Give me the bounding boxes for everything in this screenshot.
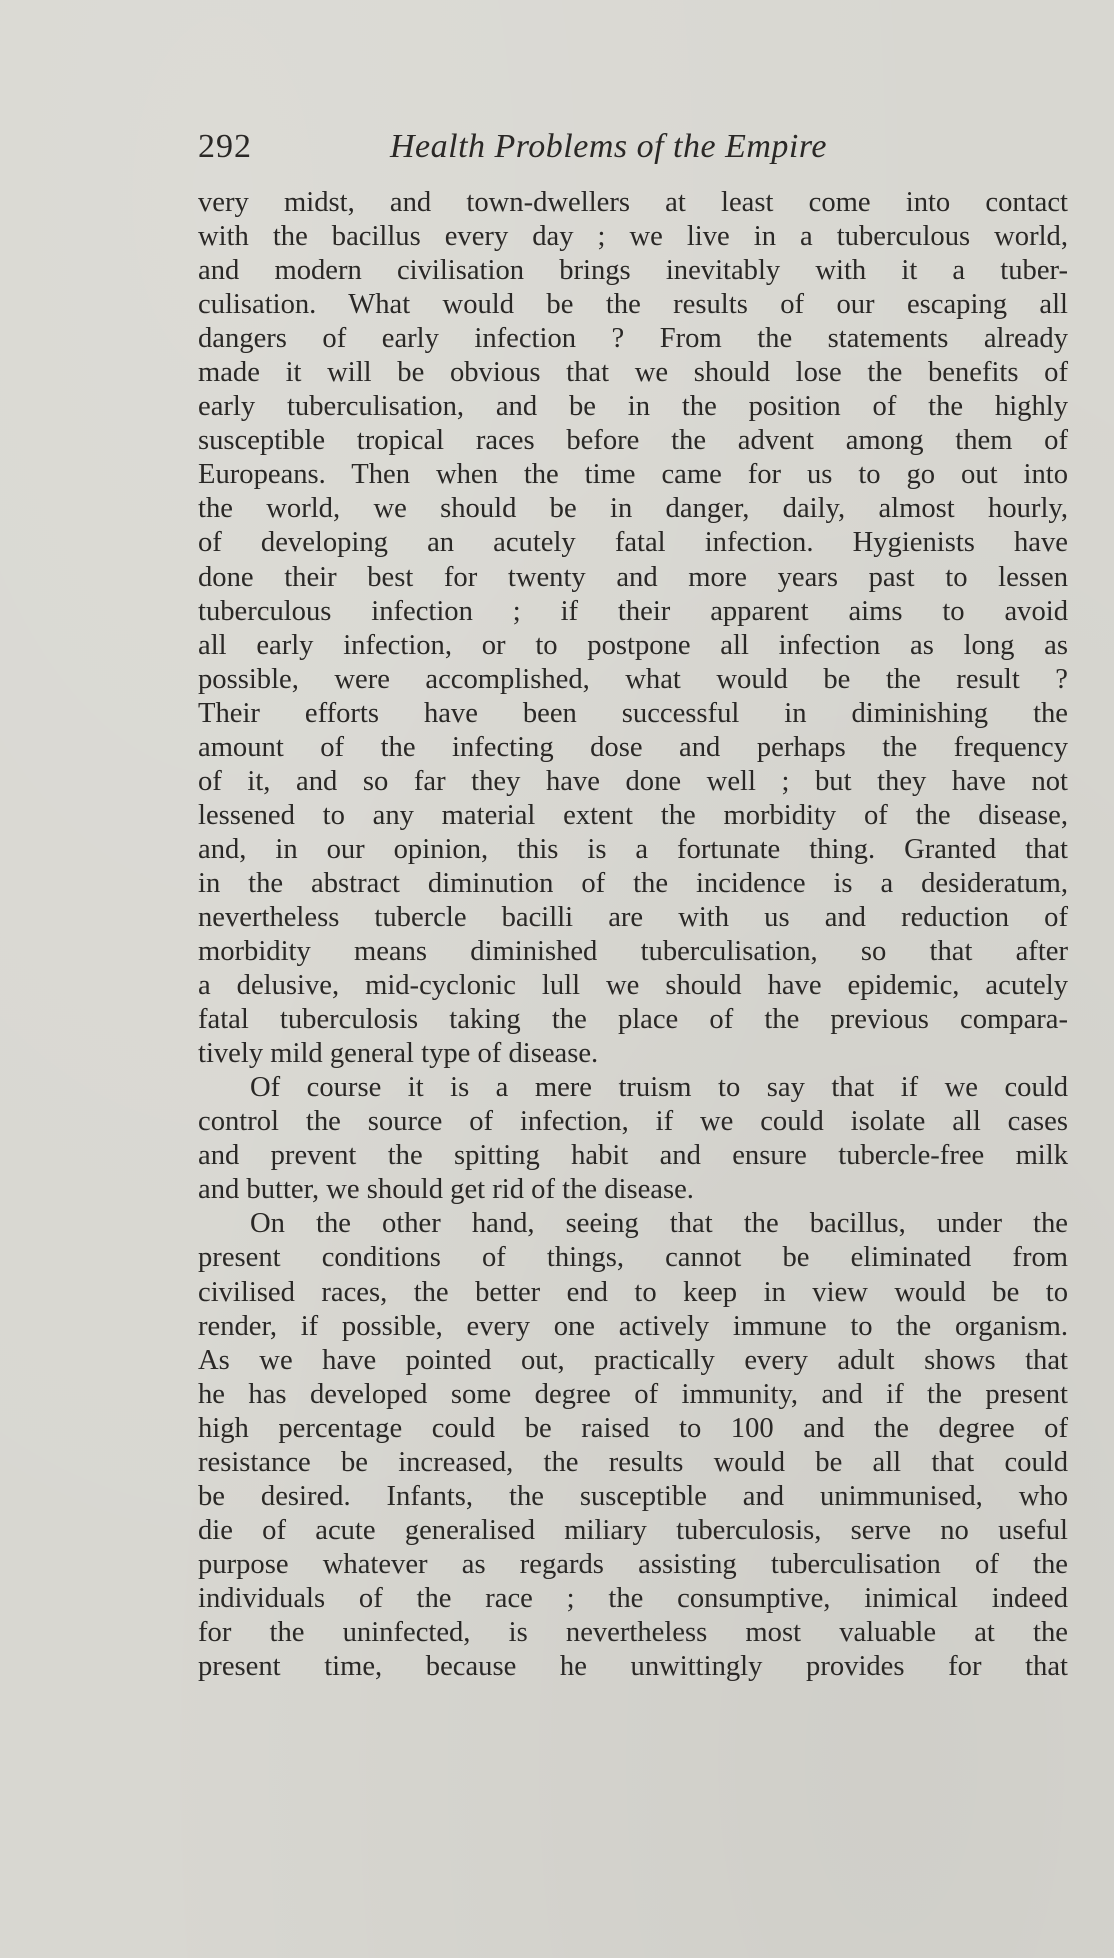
- text-line: tively mild general type of disease.: [198, 1038, 599, 1070]
- text-line: and, in our opinion, this is a fortunate thing. Granted that: [198, 833, 1068, 865]
- text-line: made it will be obvious that we should lose the benefits of: [198, 357, 1068, 389]
- text-line: and modern civilisation brings inevitably with it a tuber-: [198, 255, 1068, 287]
- page-number: 292: [198, 128, 252, 165]
- text-line: early tuberculisation, and be in the position of the highly: [198, 391, 1068, 423]
- text-line: amount of the infecting dose and perhaps the frequency: [198, 731, 1068, 763]
- running-title: Health Problems of the Empire: [390, 128, 827, 165]
- text-line: very midst, and town-dwellers at least come into contact: [198, 187, 1068, 218]
- text-line: present time, because he unwittingly provides for that: [198, 1651, 1068, 1683]
- text-line: Their efforts have been successful in diminishing the: [198, 697, 1068, 729]
- text-line: render, if possible, every one actively immune to the organism.: [198, 1310, 1068, 1342]
- text-line: of it, and so far they have done well ; but they have not: [198, 765, 1068, 797]
- text-line: a delusive, mid-cyclonic lull we should have epidemic, acutely: [198, 970, 1068, 1002]
- text-line: in the abstract diminution of the incidence is a desideratum,: [198, 867, 1068, 899]
- text-line: and prevent the spitting habit and ensure tubercle-free milk: [198, 1140, 1068, 1172]
- text-line: morbidity means diminished tuberculisation, so that after: [198, 936, 1068, 968]
- text-line: with the bacillus every day ; we live in a tuberculous world,: [198, 221, 1068, 253]
- body-text: [198, 186, 1068, 1684]
- text-line: On the other hand, seeing that the bacillus, under the: [250, 1208, 1068, 1240]
- text-line: die of acute generalised miliary tuberculosis, serve no useful: [198, 1514, 1068, 1546]
- text-line: of developing an acutely fatal infection. Hygienists have: [198, 527, 1068, 559]
- text-line: nevertheless tubercle bacilli are with us and reduction of: [198, 901, 1068, 933]
- text-line: tuberculous infection ; if their apparent aims to avoid: [198, 595, 1068, 627]
- text-line: high percentage could be raised to 100 and the degree of: [198, 1412, 1068, 1444]
- text-line: fatal tuberculosis taking the place of the previous compara-: [198, 1004, 1068, 1036]
- text-line: susceptible tropical races before the advent among them of: [198, 425, 1068, 457]
- text-line: control the source of infection, if we could isolate all cases: [198, 1106, 1068, 1138]
- text-line: civilised races, the better end to keep in view would be to: [198, 1276, 1068, 1308]
- text-line: all early infection, or to postpone all infection as long as: [198, 629, 1068, 661]
- text-line: for the uninfected, is nevertheless most valuable at the: [198, 1616, 1068, 1648]
- text-line: As we have pointed out, practically every adult shows that: [198, 1344, 1068, 1376]
- text-line: and butter, we should get rid of the disease.: [198, 1174, 694, 1206]
- page-header: [198, 120, 1068, 170]
- text-line: Of course it is a mere truism to say that if we could: [250, 1072, 1068, 1104]
- text-line: he has developed some degree of immunity, and if the present: [198, 1378, 1068, 1410]
- text-line: be desired. Infants, the susceptible and unimmunised, who: [198, 1480, 1068, 1512]
- text-line: done their best for twenty and more years past to lessen: [198, 561, 1068, 593]
- text-line: lessened to any material extent the morbidity of the disease,: [198, 799, 1068, 831]
- text-line: individuals of the race ; the consumptive, inimical indeed: [198, 1582, 1068, 1614]
- text-line: Europeans. Then when the time came for us to go out into: [198, 459, 1068, 491]
- text-line: the world, we should be in danger, daily, almost hourly,: [198, 493, 1068, 525]
- text-line: dangers of early infection ? From the statements already: [198, 323, 1068, 355]
- text-line: culisation. What would be the results of our escaping all: [198, 289, 1068, 321]
- text-line: present conditions of things, cannot be eliminated from: [198, 1242, 1068, 1274]
- text-line: purpose whatever as regards assisting tuberculisation of the: [198, 1548, 1068, 1580]
- text-line: resistance be increased, the results would be all that could: [198, 1446, 1068, 1478]
- text-line: possible, were accomplished, what would be the result ?: [198, 663, 1068, 695]
